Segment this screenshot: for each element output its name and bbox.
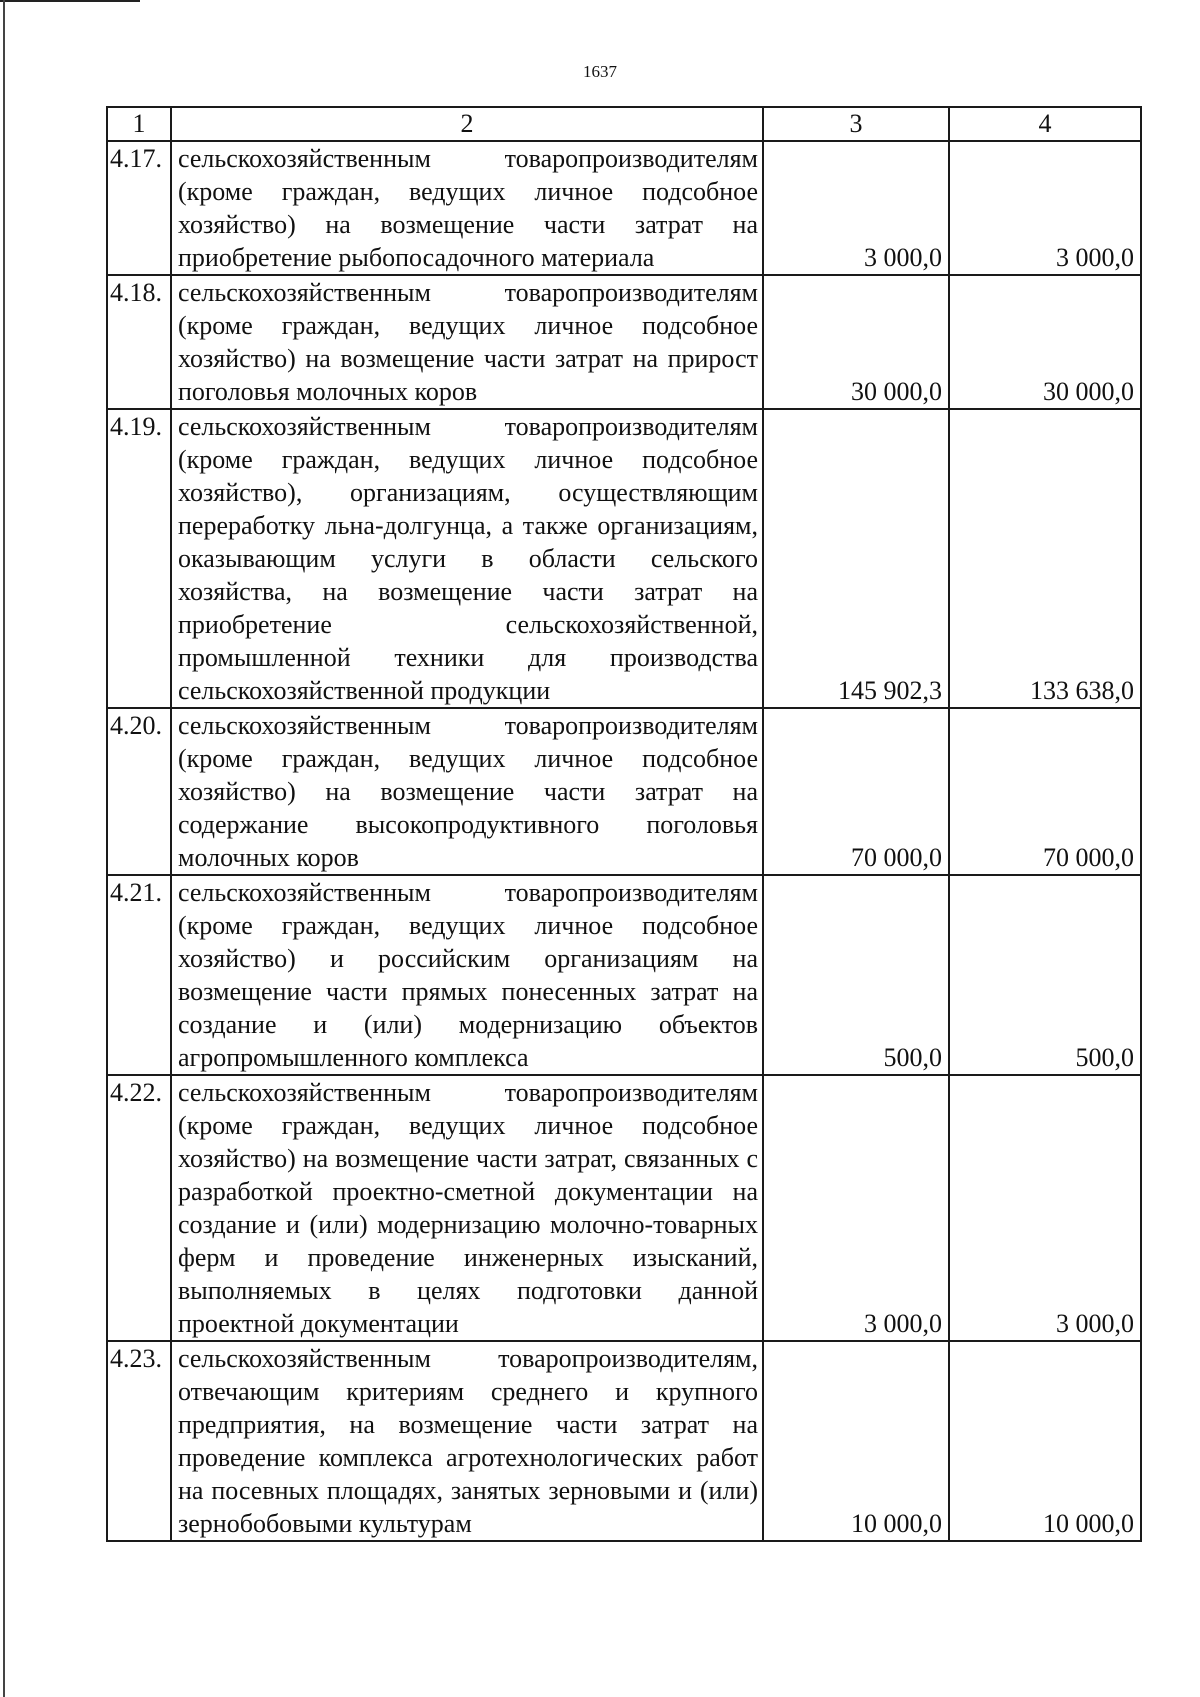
row-number: 4.23. [107,1341,171,1541]
row-value-col4: 70 000,0 [949,708,1141,875]
scan-edge-left [3,0,5,1697]
budget-table [106,106,1142,1542]
header-col-3: 3 [763,107,949,141]
row-description [171,1075,763,1341]
row-description-text: сельскохозяйственным товаропроизводителям (кроме граждан, ведущих личное подсобное хозяйство) на возмещение части затрат, связанных с разработкой проектно-сметной документации на создание и (или) модернизацию молочно-товарных ферм и проведение инженерных изысканий, выполняемых в целях подготовки данной проектной документации [178,1078,758,1338]
row-value-col3: 3 000,0 [763,141,949,275]
row-value-col4: 3 000,0 [949,141,1141,275]
row-value-col3: 10 000,0 [763,1341,949,1541]
row-number: 4.18. [107,275,171,409]
row-description [171,141,763,275]
page-number: 1637 [583,62,617,81]
row-value-col4: 133 638,0 [949,409,1141,708]
table-row [107,1075,1141,1341]
table-header-row [107,107,1141,141]
row-description-text: сельскохозяйственным товаропроизводителям (кроме граждан, ведущих личное подсобное хозяйство) и российским организациям на возмещение части прямых понесенных затрат на создание и (или) модернизацию объектов агропромышленного комплекса [178,878,758,1072]
row-number: 4.22. [107,1075,171,1341]
row-value-col3: 3 000,0 [763,1075,949,1341]
row-value-col3: 145 902,3 [763,409,949,708]
row-description [171,409,763,708]
row-description-text: сельскохозяйственным товаропроизводителям (кроме граждан, ведущих личное подсобное хозяйство) на возмещение части затрат на прирост поголовья молочных коров [178,278,758,406]
row-number: 4.17. [107,141,171,275]
scan-edge-top [0,0,140,2]
table-row [107,875,1141,1075]
header-col-2: 2 [171,107,763,141]
row-number: 4.20. [107,708,171,875]
header-col-4: 4 [949,107,1141,141]
row-description [171,875,763,1075]
table-row [107,708,1141,875]
header-col-1: 1 [107,107,171,141]
row-value-col4: 3 000,0 [949,1075,1141,1341]
row-value-col4: 30 000,0 [949,275,1141,409]
table-row [107,1341,1141,1541]
row-description-text: сельскохозяйственным товаропроизводителям (кроме граждан, ведущих личное подсобное хозяйство) на возмещение части затрат на приобретение рыбопосадочного материала [178,144,758,272]
table-row [107,409,1141,708]
row-description-text: сельскохозяйственным товаропроизводителям, отвечающим критериям среднего и крупного предприятия, на возмещение части затрат на проведение комплекса агротехнологических работ на посевных площадях, занятых зерновыми и (или) зернобобовыми культурам [178,1344,758,1538]
row-value-col3: 70 000,0 [763,708,949,875]
row-number: 4.19. [107,409,171,708]
row-description [171,1341,763,1541]
row-value-col4: 500,0 [949,875,1141,1075]
row-description [171,275,763,409]
table-row [107,275,1141,409]
row-value-col3: 30 000,0 [763,275,949,409]
row-number: 4.21. [107,875,171,1075]
table-row [107,141,1141,275]
row-description-text: сельскохозяйственным товаропроизводителям (кроме граждан, ведущих личное подсобное хозяйство) на возмещение части затрат на содержание высокопродуктивного поголовья молочных коров [178,711,758,872]
row-value-col4: 10 000,0 [949,1341,1141,1541]
row-description-text: сельскохозяйственным товаропроизводителям (кроме граждан, ведущих личное подсобное хозяйство), организациям, осуществляющим переработку льна-долгунца, а также организациям, оказывающим услуги в области сельского хозяйства, на возмещение части затрат на приобретение сельскохозяйственной, промышленной техники для производства сельскохозяйственной продукции [178,412,758,705]
row-description [171,708,763,875]
row-value-col3: 500,0 [763,875,949,1075]
